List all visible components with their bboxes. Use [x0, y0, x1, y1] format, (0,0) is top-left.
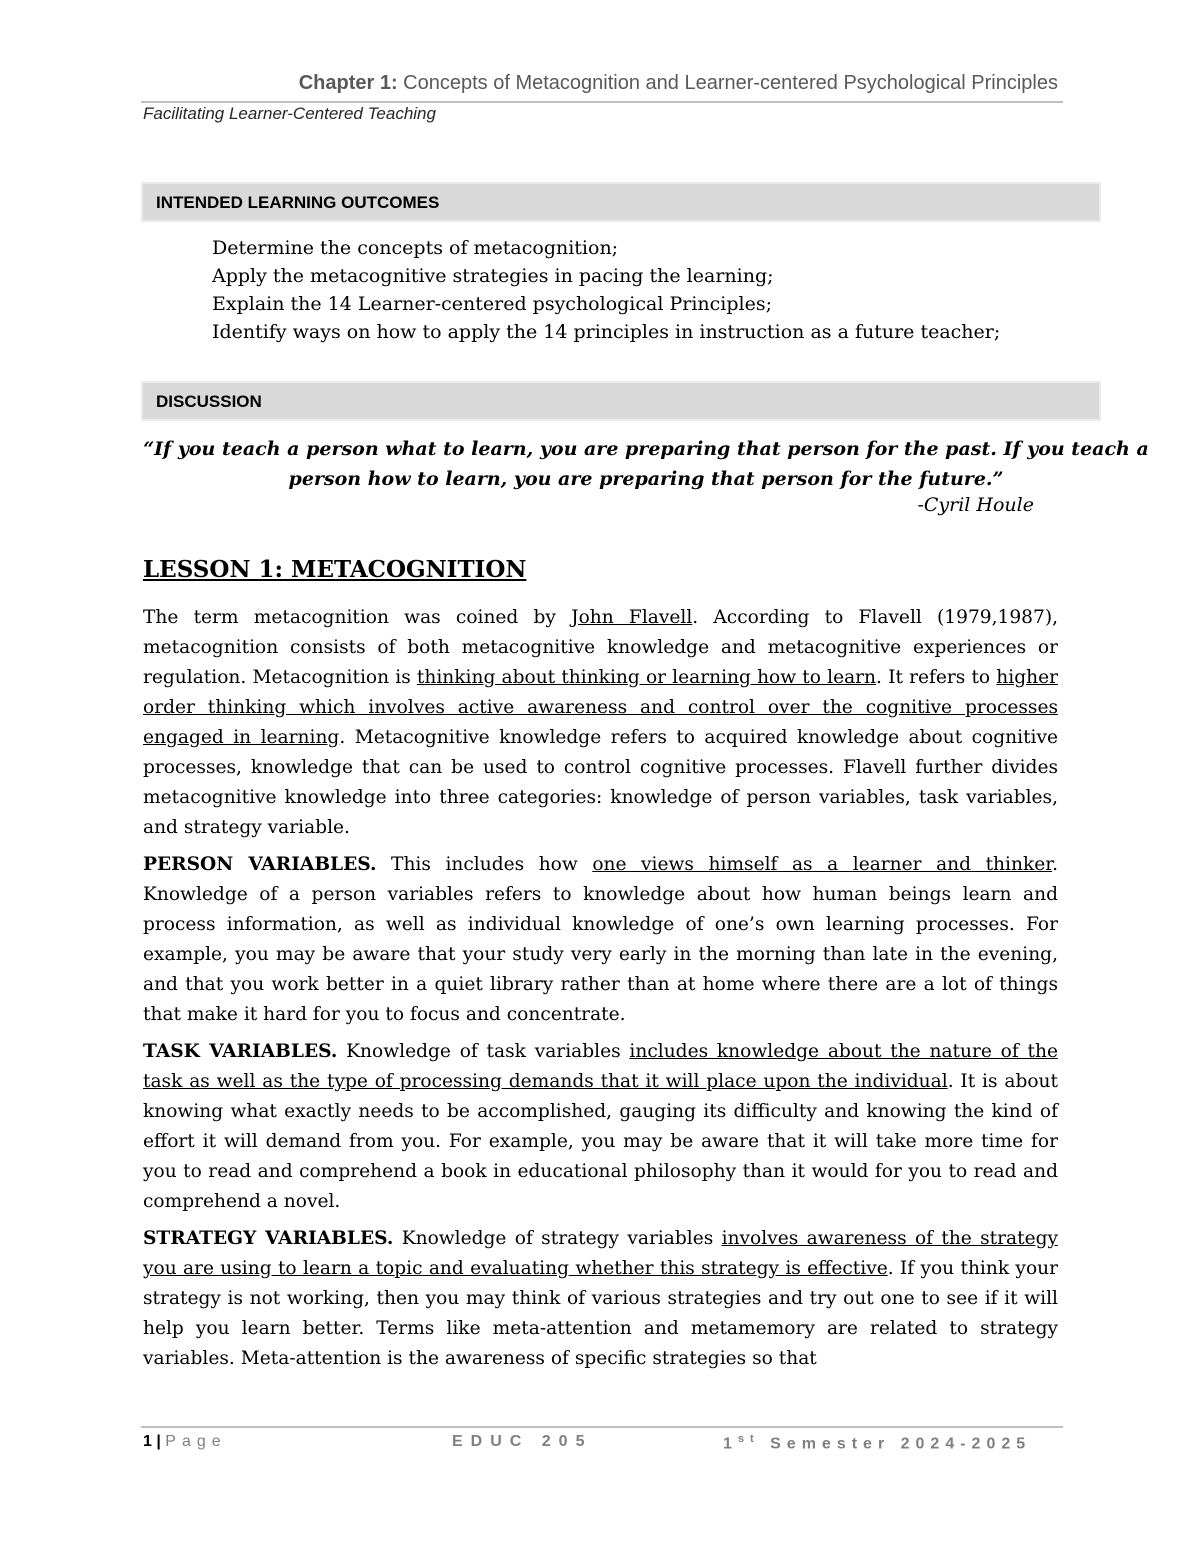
outcome-item: Identify ways on how to apply the 14 principles in instruction as a future teacher;: [212, 321, 1001, 343]
discussion-heading-bar: [141, 381, 1101, 421]
page-number: 1: [143, 1433, 152, 1450]
chapter-title: Concepts of Metacognition and Learner-centered Psychological Principles: [403, 72, 1058, 94]
underlined-text: one views himself as a learner and thinker: [592, 854, 1053, 875]
paragraph-strategy-variables: [143, 1224, 1058, 1374]
text-run: . It is about knowing what exactly needs to be accomplished, gauging its difficulty and knowing the kind of effort it will demand from you. For example, you may be aware that it will take more time for you to read and comprehend a book in educational philosophy than it would for you to read and comprehend a novel.: [143, 1071, 1058, 1212]
page-word: Page: [165, 1433, 227, 1450]
chapter-header: [299, 72, 1058, 95]
page-separator: |: [151, 1433, 166, 1450]
paragraph-label: STRATEGY VARIABLES.: [143, 1228, 394, 1249]
footer-page: [143, 1433, 227, 1451]
text-run: The term metacognition was coined by: [143, 607, 572, 628]
outcomes-list: [212, 234, 1000, 346]
lesson-body: [143, 603, 1058, 1381]
semester-suffix: st: [737, 1433, 760, 1445]
underlined-text: John Flavell: [571, 607, 693, 628]
paragraph-label: PERSON VARIABLES.: [143, 854, 377, 875]
underlined-text: higher order thinking which involves active awareness and control over the cognitive processes engaged in learning: [143, 667, 1058, 748]
outcomes-heading-bar: [141, 182, 1101, 222]
text-run: Knowledge of strategy variables: [393, 1228, 722, 1249]
header-divider: [141, 101, 1063, 103]
text-run: . Knowledge of a person variables refers to knowledge about how human beings learn and process information, as well as individual knowledge of one’s own learning processes. For example, you may be aware that your study very early in the morning than late in the evening, and that you work better in a quiet library rather than at home where there are a lot of things that make it hard for you to focus and concentrate.: [143, 854, 1058, 1025]
underlined-text: thinking about thinking or learning how to learn: [416, 667, 877, 688]
text-run: Knowledge of task variables: [337, 1041, 630, 1062]
outcome-item: Determine the concepts of metacognition;: [212, 237, 619, 259]
text-run: This includes how: [376, 854, 593, 875]
outcome-item: Apply the metacognitive strategies in pacing the learning;: [212, 265, 774, 287]
text-run: . It refers to: [876, 667, 997, 688]
outcome-item: Explain the 14 Learner-centered psychological Principles;: [212, 293, 772, 315]
quote-text: “If you teach a person what to learn, you are preparing that person for the past. If you teach a person how to learn, you are preparing that person for the future.”: [143, 438, 1149, 490]
footer-semester: [723, 1433, 1031, 1453]
text-run: . If you think your strategy is not working, then you may think of various strategies and try out one to see if it will help you learn better. Terms like meta-attention and metamemory are related to strategy variables. Meta-attention is the awareness of specific strategies so that: [143, 1258, 1058, 1369]
paragraph-intro: [143, 603, 1058, 843]
lesson-title: LESSON 1: METACOGNITION: [143, 556, 527, 583]
footer-divider: [141, 1426, 1063, 1428]
header-subtitle: Facilitating Learner-Centered Teaching: [143, 104, 436, 123]
text-run: . Metacognitive knowledge refers to acquired knowledge about cognitive processes, knowledge that can be used to control cognitive processes. Flavell further divides metacognitive knowledge into three categories: knowledge of person variables, task variables, and strategy variable.: [143, 727, 1058, 838]
footer-course: EDUC 205: [452, 1433, 593, 1450]
semester-text: Semester 2024-2025: [759, 1435, 1032, 1453]
discussion-heading: DISCUSSION: [156, 392, 262, 411]
paragraph-task-variables: [143, 1037, 1058, 1217]
quote-author: -Cyril Houle: [917, 494, 1034, 516]
text-run: . According to Flavell (1979,1987), metacognition consists of both metacognitive knowledge and metacognitive experiences or regulation. Metacognition is: [143, 607, 1058, 688]
paragraph-person-variables: [143, 850, 1058, 1030]
outcomes-heading: INTENDED LEARNING OUTCOMES: [156, 193, 440, 212]
paragraph-label: TASK VARIABLES.: [143, 1041, 338, 1062]
underlined-text: includes knowledge about the nature of the task as well as the type of processing demands that it will place upon the individual: [143, 1041, 1058, 1092]
underlined-text: involves awareness of the strategy you are using to learn a topic and evaluating whether this strategy is effective: [143, 1228, 1059, 1279]
chapter-label: Chapter 1:: [298, 72, 398, 94]
semester-number: 1: [723, 1435, 738, 1453]
